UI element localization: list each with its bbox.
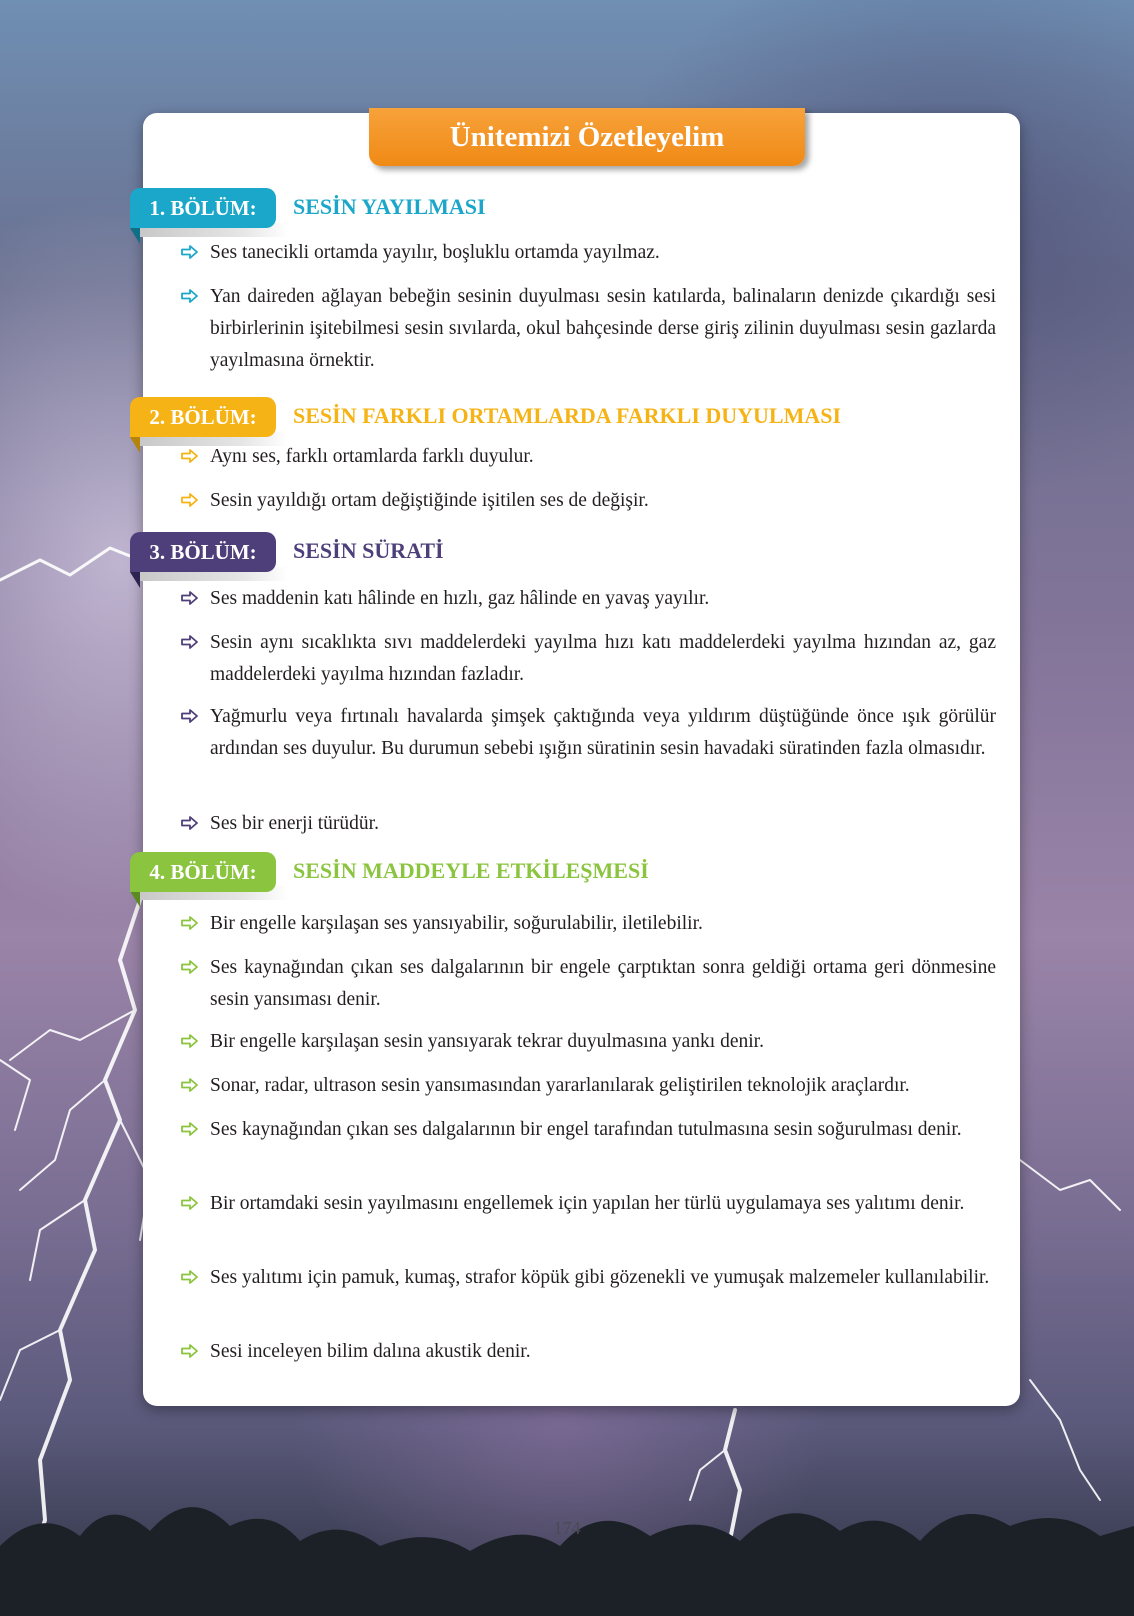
list-item-text: Ses kaynağından çıkan ses dalgalarının bir engel tarafından tutulmasına sesin soğurulması denir. (210, 1119, 962, 1140)
list-item (181, 1070, 996, 1102)
list-item (181, 583, 996, 615)
section-1-label: 1. BÖLÜM: (130, 188, 276, 228)
section-2-fold (130, 437, 140, 453)
section-3-fold (130, 572, 140, 588)
list-item-text: Aynı ses, farklı ortamlarda farklı duyulur. (210, 446, 534, 467)
arrow-right-icon (181, 1034, 198, 1048)
list-item (181, 952, 996, 1016)
list-item-text: Ses bir enerji türüdür. (210, 813, 379, 834)
arrow-right-icon (181, 449, 198, 463)
list-item (181, 441, 996, 473)
arrow-right-icon (181, 1122, 198, 1136)
list-item (181, 808, 996, 840)
arrow-right-icon (181, 1344, 198, 1358)
arrow-right-icon (181, 493, 198, 507)
list-item-text: Yağmurlu veya fırtınalı havalarda şimşek çaktığında veya yıldırım düştüğünde önce ışık görülür ardından ses duyulur. Bu durumun sebebi ışığın süratinin sesin havadaki süratinden fazla olmasıdır. (210, 706, 996, 759)
section-1-title: SESİN YAYILMASI (293, 194, 486, 219)
list-item (181, 701, 996, 765)
arrow-right-icon (181, 289, 198, 303)
list-item-text: Ses yalıtımı için pamuk, kumaş, strafor köpük gibi gözenekli ve yumuşak malzemeler kullanılabilir. (210, 1267, 990, 1288)
list-item (181, 908, 996, 940)
section-4-label: 4. BÖLÜM: (130, 852, 276, 892)
arrow-right-icon (181, 1078, 198, 1092)
arrow-right-icon (181, 1270, 198, 1284)
section-1-fold (130, 228, 140, 244)
list-item-text: Bir engelle karşılaşan ses yansıyabilir, soğurulabilir, iletilebilir. (210, 913, 703, 934)
list-item (181, 1188, 996, 1220)
list-item (181, 627, 996, 691)
list-item (181, 485, 996, 517)
list-item-text: Sesin yayıldığı ortam değiştiğinde işitilen ses de değişir. (210, 490, 649, 511)
list-item (181, 281, 996, 377)
arrow-right-icon (181, 635, 198, 649)
page-title: Ünitemizi Özetleyelim (369, 108, 805, 166)
list-item-text: Sesi inceleyen bilim dalına akustik denir. (210, 1341, 531, 1362)
section-3-title: SESİN SÜRATİ (293, 538, 444, 563)
page-number: 174 (553, 1518, 581, 1538)
list-item-text: Ses tanecikli ortamda yayılır, boşluklu ortamda yayılmaz. (210, 242, 660, 263)
arrow-right-icon (181, 816, 198, 830)
list-item-text: Yan daireden ağlayan bebeğin sesinin duyulması sesin katılarda, balinaların denizde çıkardığı sesi birbirlerinin işitebilmesi sesin sıvılarda, okul bahçesinde derse giriş zilinin duyulması sesin gazlarda yayılmasına örnektir. (210, 286, 996, 371)
arrow-right-icon (181, 591, 198, 605)
list-item (181, 1026, 996, 1058)
arrow-right-icon (181, 960, 198, 974)
list-item-text: Bir ortamdaki sesin yayılmasını engellemek için yapılan her türlü uygulamaya ses yalıtımı denir. (210, 1193, 965, 1214)
section-2-label: 2. BÖLÜM: (130, 397, 276, 437)
list-item-text: Bir engelle karşılaşan sesin yansıyarak tekrar duyulmasına yankı denir. (210, 1031, 764, 1052)
arrow-right-icon (181, 245, 198, 259)
arrow-right-icon (181, 709, 198, 723)
list-item (181, 237, 996, 269)
list-item-text: Sonar, radar, ultrason sesin yansımasından yararlanılarak geliştirilen teknolojik araçlardır. (210, 1075, 910, 1096)
section-4-title: SESİN MADDEYLE ETKİLEŞMESİ (293, 858, 649, 883)
list-item (181, 1262, 996, 1294)
section-2-title: SESİN FARKLI ORTAMLARDA FARKLI DUYULMASI (293, 403, 842, 428)
section-4-fold (130, 891, 140, 907)
section-3-label: 3. BÖLÜM: (130, 532, 276, 572)
list-item-text: Sesin aynı sıcaklıkta sıvı maddelerdeki yayılma hızı katı maddelerdeki yayılma hızından az, gaz maddelerdeki yayılma hızından fazladır. (210, 632, 996, 685)
list-item (181, 1114, 996, 1146)
arrow-right-icon (181, 1196, 198, 1210)
list-item (181, 1336, 996, 1368)
list-item-text: Ses maddenin katı hâlinde en hızlı, gaz hâlinde en yavaş yayılır. (210, 588, 710, 609)
arrow-right-icon (181, 916, 198, 930)
list-item-text: Ses kaynağından çıkan ses dalgalarının bir engele çarptıktan sonra geldiği ortama geri dönmesine sesin yansıması denir. (210, 957, 996, 1010)
